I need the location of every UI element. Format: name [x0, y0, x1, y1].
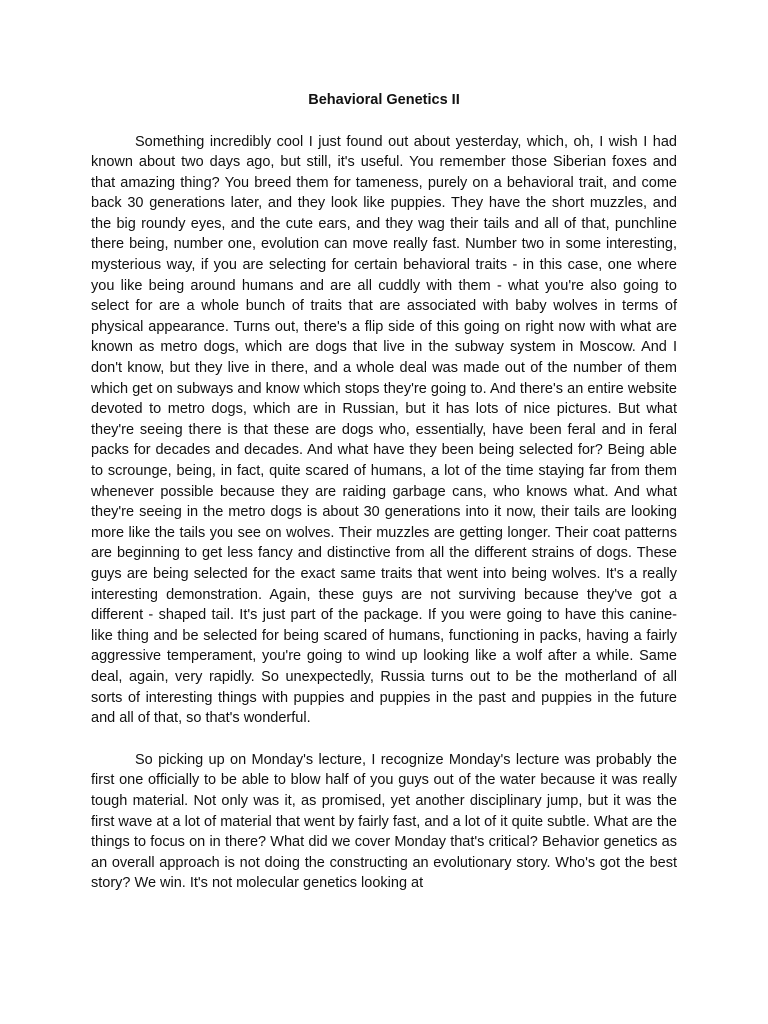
paragraph-2: So picking up on Monday's lecture, I recognize Monday's lecture was probably the first one officially to be able to blow half of you guys out of the water because it was really tough material. Not only was it, as promised, yet another disciplinary jump, but it was the first wave at a lot of material that went by fairly fast, and a lot of it quite subtle. What are the things to focus on in there? What did we cover Monday that's critical? Behavior genetics as an overall approach is not doing the constructing an evolutionary story. Who's got the best story? We win. It's not molecular genetics looking at — [91, 751, 677, 892]
document-title: Behavioral Genetics II — [308, 92, 460, 108]
paragraph-1: Something incredibly cool I just found out about yesterday, which, oh, I wish I had known about two days ago, but still, it's useful. You remember those Siberian foxes and that amazing thing? You breed them for tameness, purely on a behavioral trait, and come back 30 generations later, and they look like puppies. They have the short muzzles, and the big roundy eyes, and the cute ears, and they wag their tails and all of that, punchline there being, number one, evolution can move really fast. Number two in some interesting, mysterious way, if you are selecting for certain behavioral traits - in this case, one where you like being around humans and are all cuddly with them - what you're also going to select for are a whole bunch of traits that are associated with baby wolves in terms of physical appearance. Turns out, there's a flip side of this going on right now with what are known as metro dogs, which are dogs that live in the subway system in Moscow. And I don't know, but they live in there, and a whole deal was made out of the number of them which get on subways and know which stops they're going to. And there's an entire website devoted to metro dogs, which are in Russian, but it has lots of nice pictures. But what they're seeing there is that these are dogs who, essentially, have been feral and in feral packs for decades and decades. And what have they been being selected for? Being able to scrounge, being, in fact, quite scared of humans, a lot of the time staying far from them whenever possible because they are raiding garbage cans, who knows what. And what they're seeing in the metro dogs is about 30 generations into it now, their tails are looking more like the tails you see on wolves. Their muzzles are getting longer. Their coat patterns are beginning to get less fancy and distinctive from all the different strains of dogs. These guys are being selected for the exact same traits that went into being wolves. It's a really interesting demonstration. Again, these guys are not surviving because they've got a different - shaped tail. It's just part of the package. If you were going to have this canine-like thing and be selected for being scared of humans, functioning in packs, having a fairly aggressive temperament, you're going to wind up looking like a wolf after a while. Same deal, again, very rapidly. So unexpectedly, Russia turns out to be the motherland of all sorts of interesting things with puppies and puppies in the past and puppies in the future and all of that, so that's wonderful. — [91, 133, 677, 727]
document-page — [91, 90, 677, 915]
